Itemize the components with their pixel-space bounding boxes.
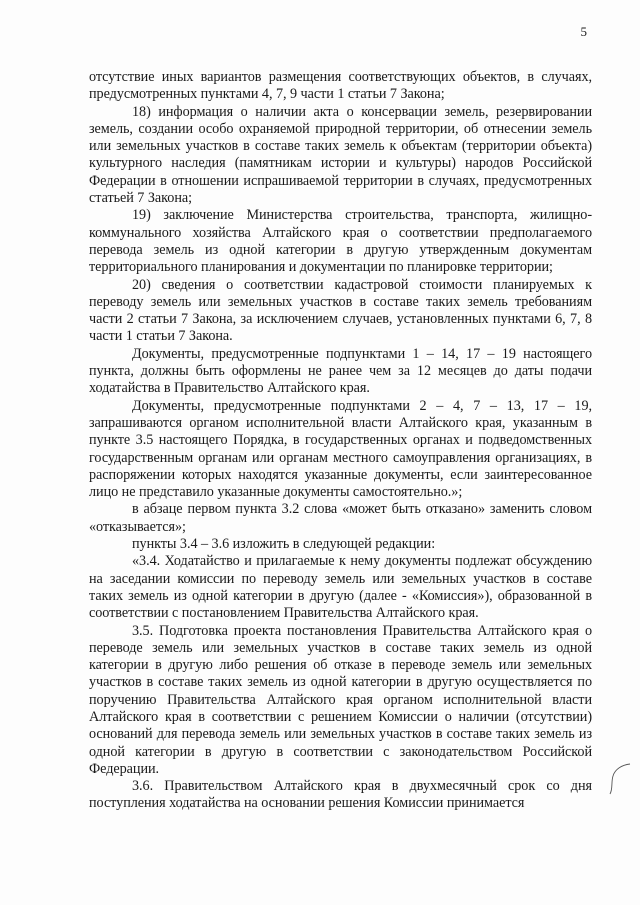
paragraph: Документы, предусмотренные подпунктами 2 – 4, 7 – 13, 17 – 19, запрашиваются органом исполнительной власти Алтайского края, указанным в пункте 3.5 настоящего Порядка, в государственных органах и подведомственных государственным органам или органам местного самоуправления организациях, в распоряжении которых находятся указанные документы, если заинтересованное лицо не представило указанные документы самостоятельно.»; xyxy=(89,397,592,501)
paragraph-section-3-4: «3.4. Ходатайство и прилагаемые к нему документы подлежат обсуждению на заседании комиссии по переводу земель или земельных участков в составе таких земель из одной категории в другую (далее - «Комиссия»), образованной в соответствии с постановлением Правительства Алтайского края. xyxy=(89,553,592,622)
paragraph-section-3-5: 3.5. Подготовка проекта постановления Правительства Алтайского края о переводе земель или земельных участков в составе таких земель из одной категории в другую либо решения об отказе в переводе земель или земельных участков в составе таких земель из одной категории в другую осуществляется по поручению Правительства Алтайского края органом исполнительной власти Алтайского края в соответствии с решением Комиссии о наличии (отсутствии) оснований для перевода земель или земельных участков в составе таких земель из одной категории в другую в соответствии с законодательством Российской Федерации. xyxy=(89,622,592,777)
page-number: 5 xyxy=(580,24,587,39)
paragraph-item-19: 19) заключение Министерства строительства, транспорта, жилищно-коммунального хозяйства Алтайского края о соответствии предполагаемого перевода земель из одной категории в другую утвержденным документам территориального планирования и документации по планировке территории; xyxy=(89,207,592,276)
document-body xyxy=(89,69,592,813)
paragraph: в абзаце первом пункта 3.2 слова «может быть отказано» заменить словом «отказывается»; xyxy=(89,501,592,535)
paragraph-item-20: 20) сведения о соответствии кадастровой стоимости планируемых к переводу земель или земельных участков в составе таких земель требованиям части 2 статьи 7 Закона, за исключением случаев, установленных пунктами 6, 7, 8 части 1 статьи 7 Закона. xyxy=(89,276,592,345)
scan-artifact-mark xyxy=(608,762,632,796)
paragraph-section-3-6: 3.6. Правительством Алтайского края в двухмесячный срок со дня поступления ходатайства на основании решения Комиссии принимается xyxy=(89,778,592,812)
paragraph: пункты 3.4 – 3.6 изложить в следующей редакции: xyxy=(132,536,436,553)
paragraph-item-18: 18) информация о наличии акта о консервации земель, резервировании земель, создании особо охраняемой природной территории, об отнесении земель или земельных участков в составе таких земель к объектам (территории объекта) культурного наследия (памятникам истории и культуры) народов Российской Федерации в отношении испрашиваемой территории в случаях, предусмотренных статьей 7 Закона; xyxy=(89,103,592,207)
paragraph: Документы, предусмотренные подпунктами 1 – 14, 17 – 19 настоящего пункта, должны быть оформлены не ранее чем за 12 месяцев до даты подачи ходатайства в Правительство Алтайского края. xyxy=(89,345,592,397)
paragraph: отсутствие иных вариантов размещения соответствующих объектов, в случаях, предусмотренных пунктами 4, 7, 9 части 1 статьи 7 Закона; xyxy=(89,69,592,103)
